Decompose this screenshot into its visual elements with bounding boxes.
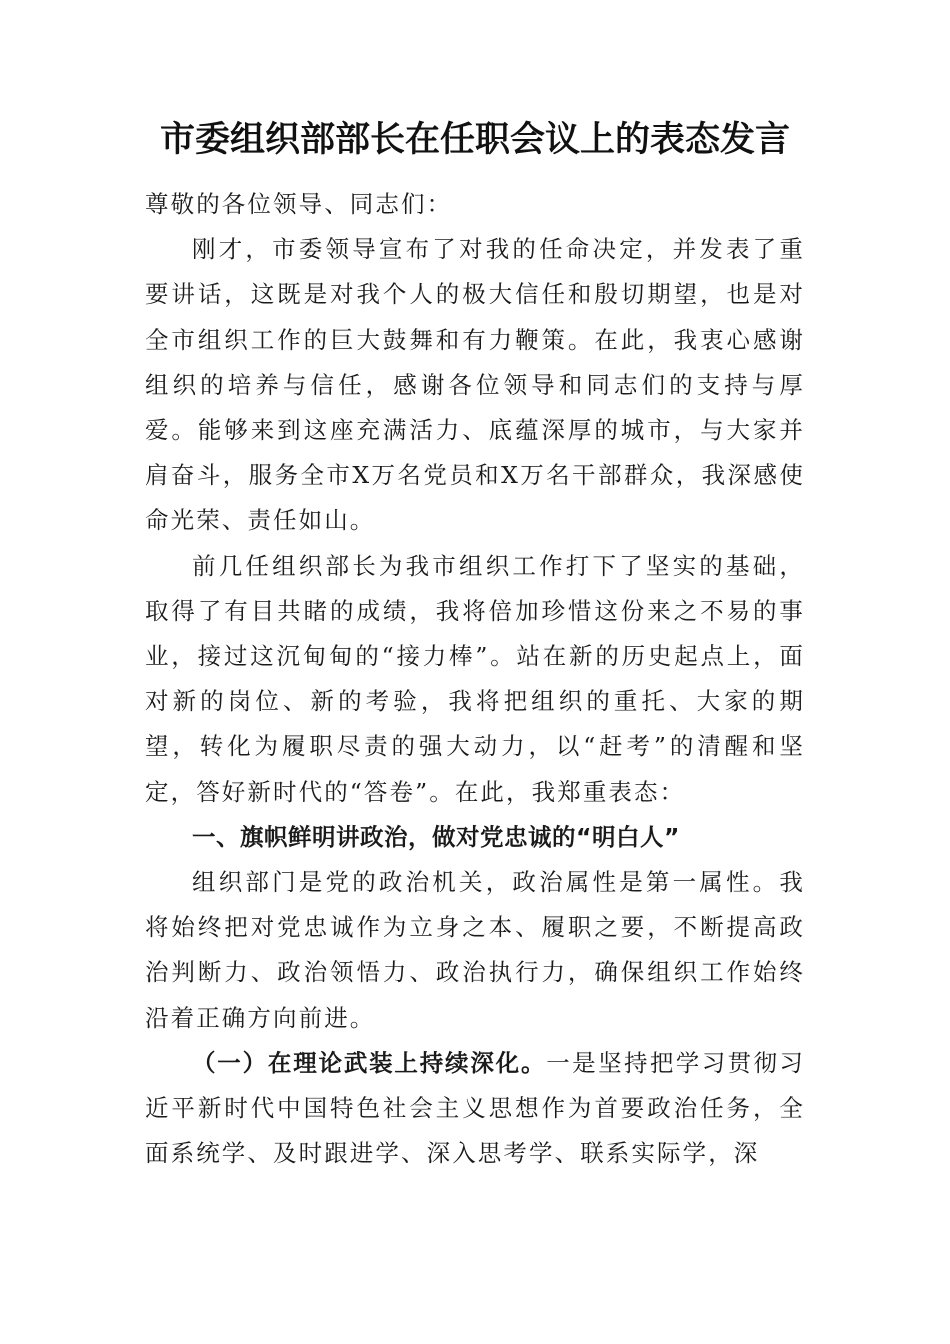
document-body: [145, 182, 805, 1176]
subsection-text: 一是坚持把学习贯彻习近平新时代中国特色社会主义思想作为首要政治任务，全面系统学、及时跟进学、深入思考学、联系实际学，深: [145, 1048, 806, 1168]
paragraph-3: 组织部门是党的政治机关，政治属性是第一属性。我将始终把对党忠诚作为立身之本、履职之要，不断提高政治判断力、政治领悟力、政治执行力，确保组织工作始终沿着正确方向前进。: [145, 868, 805, 1032]
section-heading-1: 一、旗帜鲜明讲政治，做对党忠诚的“明白人”: [192, 822, 680, 851]
paragraph-4: [145, 1041, 805, 1177]
salutation: 尊敬的各位领导、同志们：: [145, 190, 453, 218]
subsection-lead: （一）在理论武装上持续深化。: [192, 1048, 547, 1077]
document-title: 市委组织部部长在任职会议上的表态发言: [159, 119, 790, 160]
paragraph-2: 前几任组织部长为我市组织工作打下了坚实的基础，取得了有目共睹的成绩，我将倍加珍惜这份来之不易的事业，接过这沉甸甸的“接力棒”。站在新的历史起点上，面对新的岗位、新的考验，我将把组织的重托、大家的期望，转化为履职尽责的强大动力，以“赶考”的清醒和坚定，答好新时代的“答卷”。在此，我郑重表态：: [145, 551, 805, 806]
paragraph-1: 刚才，市委领导宣布了对我的任命决定，并发表了重要讲话，这既是对我个人的极大信任和殷切期望，也是对全市组织工作的巨大鼓舞和有力鞭策。在此，我衷心感谢组织的培养与信任，感谢各位领导和同志们的支持与厚爱。能够来到这座充满活力、底蕴深厚的城市，与大家并肩奋斗，服务全市X万名党员和X万名干部群众，我深感使命光荣、责任如山。: [145, 235, 805, 535]
